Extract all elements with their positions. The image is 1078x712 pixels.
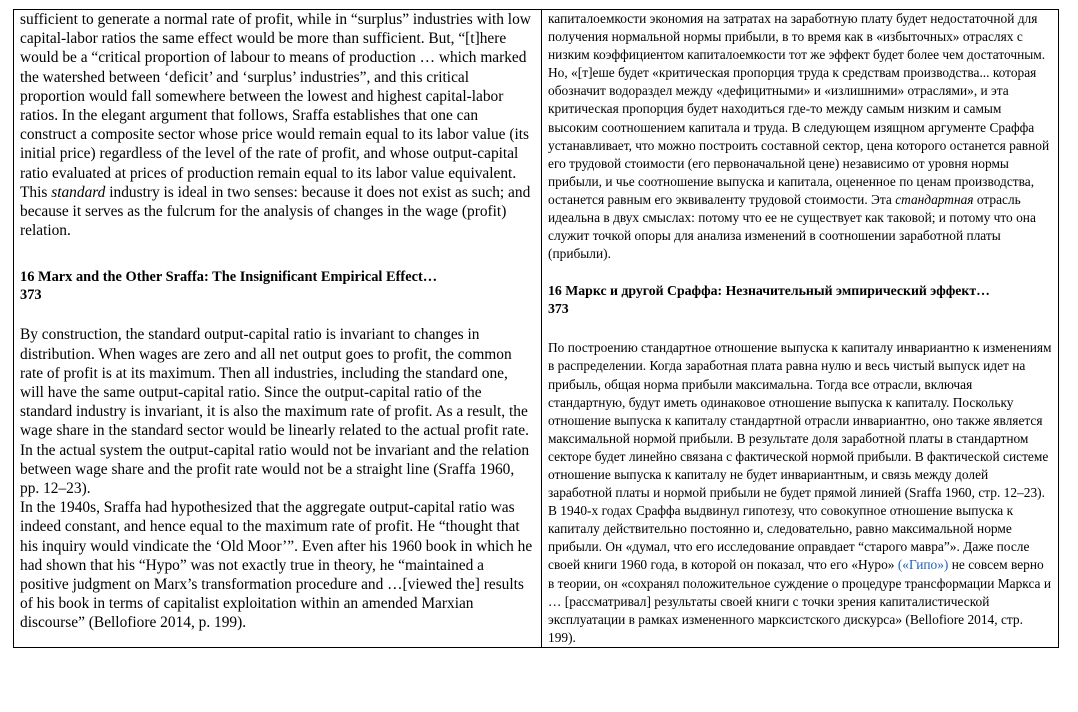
russian-paragraph-1: капиталоемкости экономия на затратах на заработную плату будет недостаточной для получения нормальной нормы прибыли, в то время как в «избыточных» отраслях с низким коэффициентом капиталоемкости тот же эффект будет более чем достаточным. Но, «[т]еше будет «критическая пропорция труда к средствам производства... которая обозначит водораздел между «дефицитными» и «излишними» отраслями», и эта критическая пропорция будет находиться где-то между самым низким и самым высоким соотношением капитала и труда. В следующем изящном аргументе Сраффа устанавливает, что можно построить составной сектор, цена которого останется равной его трудовой стоимости (его первоначальной цене) независимо от уровня нормы прибыли, и чье соотношение выпуска и капитала, оцененное по ценам производства, останется равным его эквиваленту трудовой стоимости. Эта стандартная отрасль идеальна в двух смыслах: потому что ее не существует как таковой; и потому что она служит точкой опоры для анализа изменений в соотношении заработной платы (прибыли).: [548, 11, 1050, 262]
english-paragraph-2: By construction, the standard output-capital ratio is invariant to changes in distribution. When wages are zero and all net output goes to profit, the common rate of profit is at its maximum. Then all industries, including the standard one, will have the same output-capital ratio. Since the output-capital ratio of the standard industry is invariant, it is also the maximum rate of profit. As a result, the wage share in the standard sector would be linearly related to the actual profit rate. In the actual system the output-capital ratio would not be invariant and the relation between wage share and the profit rate would not be a straight line (Sraffa 1960, pp. 12–23).: [20, 326, 530, 498]
russian-paragraph-3: В 1940-х годах Сраффа выдвинул гипотезу, что совокупное отношение выпуска к капиталу действительно постоянно и, следовательно, равно максимальной норме прибыли. Он «думал, что его исследование оправдает “старого мавра”». Даже после своей книги 1960 года, в которой он показал, что его «Hypo» («Гипо») не совсем верно в теории, он «сохранял положительное суждение о процедуре трансформации Маркса и … [рассматривал] результаты своей книги с точки зрения капиталистической эксплуатации в рамках измененного марксистского дискурса» (Bellofiore 2014, стр. 199).: [548, 503, 1052, 645]
russian-running-head: 16 Маркс и другой Сраффа: Незначительный эмпирический эффект… 373: [548, 283, 990, 317]
english-column: [14, 10, 542, 648]
table-row: [14, 10, 1059, 648]
english-running-head: 16 Marx and the Other Sraffa: The Insignificant Empirical Effect… 373: [20, 269, 438, 304]
bilingual-table: [13, 9, 1059, 648]
russian-paragraph-2: По построению стандартное отношение выпуска к капиталу инвариантно к изменениям в распределении. Когда заработная плата равна нулю и весь чистый выпуск идет на прибыль, общая норма прибыли максимальна. Тогда все отрасли, включая стандартную, будут иметь одинаковое отношение выпуска к капиталу. Поскольку отношение выпуска к капиталу стандартной отрасли инвариантно, оно также является максимальной нормой прибыли. В результате доля заработной платы в стандартном секторе будет линейно связана с фактической нормой прибыли. В фактической системе отношение выпуска к капиталу не будет инвариантным, и связь между долей заработной платы и нормой прибыли не будет прямой линией (Sraffa 1960, стр. 12–23).: [548, 340, 1052, 501]
russian-column: [542, 10, 1059, 648]
hypo-link[interactable]: («Гипо»): [897, 557, 949, 573]
italic-standard: standard: [51, 183, 106, 201]
english-paragraph-1: sufficient to generate a normal rate of profit, while in “surplus” industries with low capital-labor ratios the same effect would be more than sufficient. But, “[t]here would be a “critical proportion of labour to means of production … which marked the watershed between ‘deficit’ and ‘surplus’ industries”, and this critical proportion would fall somewhere between the lowest and highest capital-labor ratios. In the elegant argument that follows, Sraffa establishes that one can construct a composite sector whose price would remain equal to its labor value (its initial price) regardless of the level of the rate of profit, and whose output-capital ratio evaluated at prices of production remain equal to its labor value equivalent. This standard industry is ideal in two senses: because it does not exist as such; and because it serves as the fulcrum for the analysis of changes in the wage (profit) relation.: [20, 11, 531, 240]
english-paragraph-3: In the 1940s, Sraffa had hypothesized that the aggregate output-capital ratio was indeed constant, and hence equal to the maximum rate of profit. He “thought that his inquiry would vindicate the ‘Old Moor’”. Even after his 1960 book in which he had shown that his “Hypo” was not exactly true in theory, he “maintained a positive judgment on Marx’s transformation procedure and …[viewed the] results of his book in terms of capitalist exploitation within an amended Marxian discourse” (Bellofiore 2014, p. 199).: [20, 499, 533, 632]
russian-page-number: 373: [548, 301, 569, 317]
english-page-number: 373: [20, 287, 42, 304]
italic-standard-ru: стандартная: [895, 191, 974, 207]
